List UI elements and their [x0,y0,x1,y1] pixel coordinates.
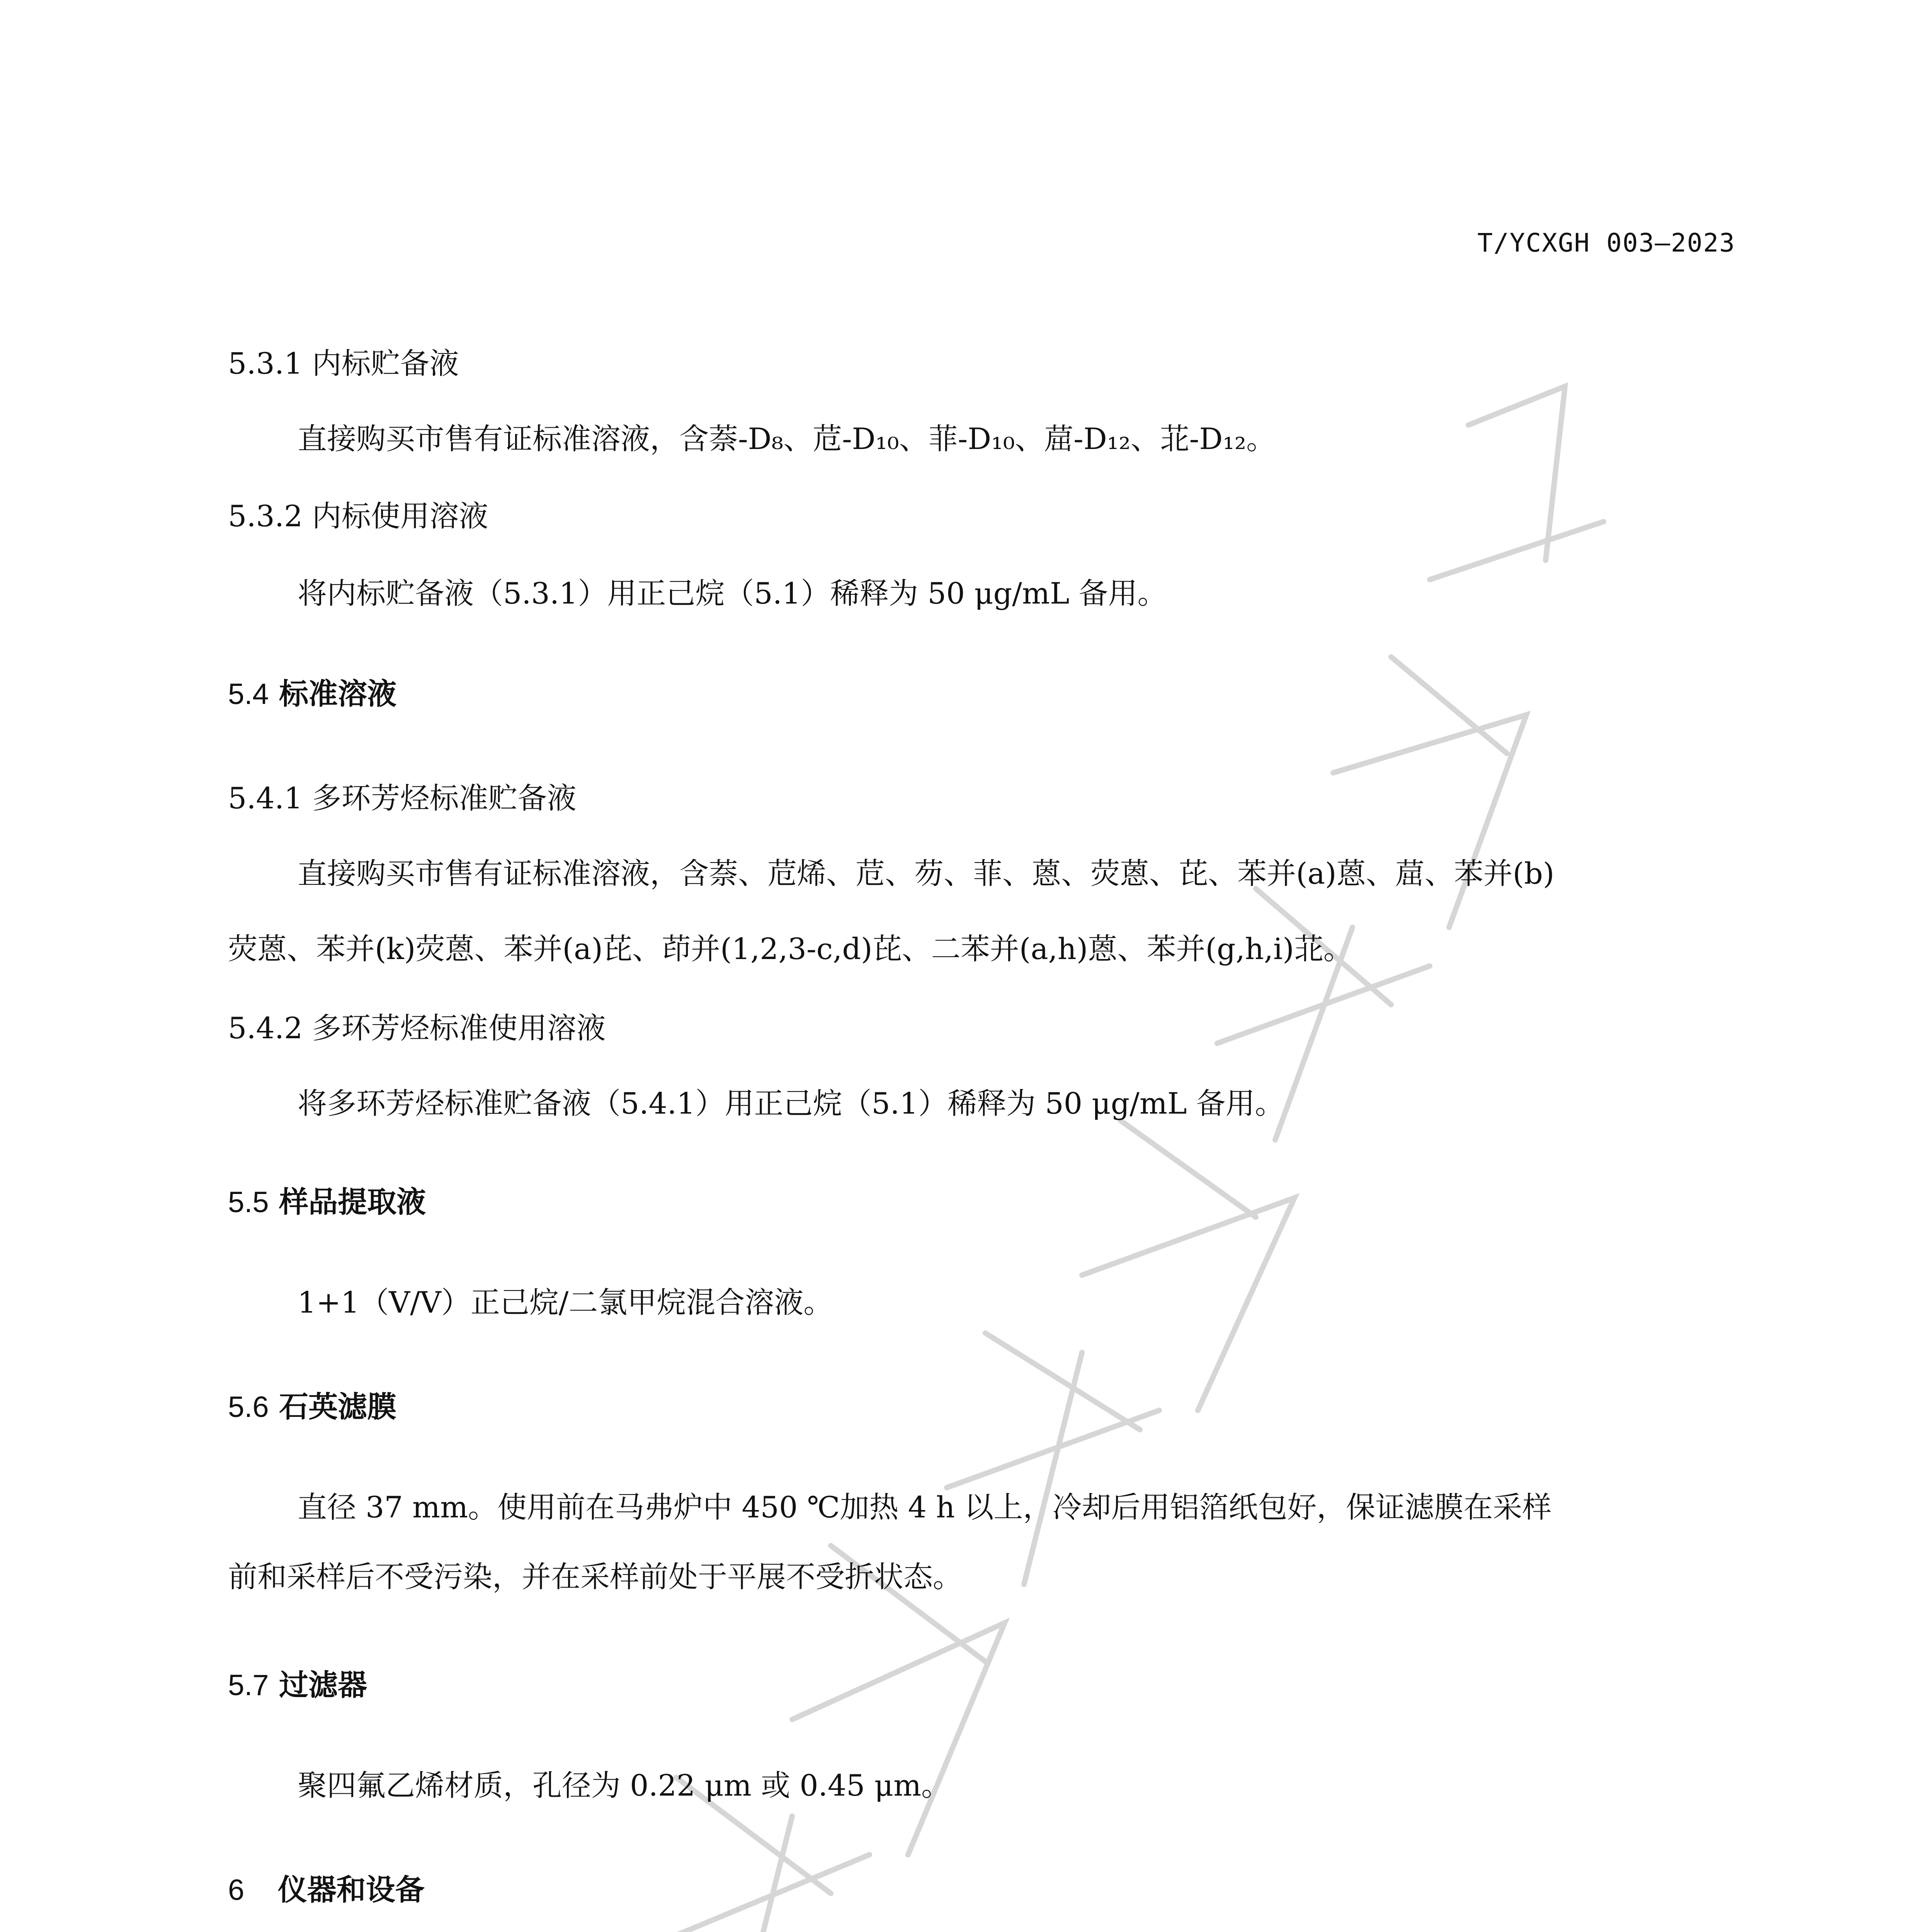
heading-title: 样品提取液 [279,1185,426,1219]
heading-5-4-2: 5.4.2 多环芳烃标准使用溶液 [228,1011,606,1045]
paragraph-5-6-line-1: 直径 37 mm。使用前在马弗炉中 450 ℃加热 4 h 以上，冷却后用铝箔纸包好，保证滤膜在采样 [298,1490,1552,1524]
heading-number: 6 [228,1874,245,1906]
paragraph-5-6-line-2: 前和采样后不受污染，并在采样前处于平展不受折状态。 [228,1560,962,1594]
heading-title: 仪器和设备 [277,1872,425,1907]
heading-5-3-2: 5.3.2 内标使用溶液 [228,499,488,533]
heading-6 [228,1866,425,1908]
paragraph-5-3-1: 直接购买市售有证标准溶液，含萘-D₈、苊-D₁₀、菲-D₁₀、䓛-D₁₂、苝-D₁₂。 [298,422,1276,456]
heading-title: 石英滤膜 [279,1389,397,1424]
heading-5-3-1: 5.3.1 内标贮备液 [228,346,459,381]
paragraph-5-5: 1+1（V/V）正己烷/二氯甲烷混合溶液。 [298,1285,833,1320]
heading-5-5 [228,1179,426,1221]
heading-number: 5.7 [228,1669,269,1702]
heading-5-6 [228,1383,396,1425]
heading-5-4 [228,670,396,713]
heading-title: 标准溶液 [279,677,397,711]
document-code: T/YCXGH 003—2023 [1477,228,1735,258]
paragraph-5-4-2: 将多环芳烃标准贮备液（5.4.1）用正己烷（5.1）稀释为 50 μg/mL 备用。 [298,1086,1284,1121]
heading-5-4-1: 5.4.1 多环芳烃标准贮备液 [228,781,577,815]
heading-number: 5.6 [228,1391,269,1423]
heading-number: 5.4 [228,678,269,711]
heading-title: 过滤器 [279,1668,367,1702]
heading-5-7 [228,1662,367,1704]
paragraph-5-7: 聚四氟乙烯材质，孔径为 0.22 μm 或 0.45 μm。 [298,1768,951,1803]
paragraph-5-4-1-line-2: 荧蒽、苯并(k)荧蒽、苯并(a)芘、茚并(1,2,3-c,d)芘、二苯并(a,h)蒽、苯并(g,h,i)苝。 [228,932,1353,966]
heading-number: 5.5 [228,1186,269,1219]
paragraph-5-4-1-line-1: 直接购买市售有证标准溶液，含萘、苊烯、苊、芴、菲、蒽、荧蒽、芘、苯并(a)蒽、䓛、苯并(b) [298,856,1555,891]
paragraph-5-3-2: 将内标贮备液（5.3.1）用正己烷（5.1）稀释为 50 μg/mL 备用。 [298,576,1167,611]
